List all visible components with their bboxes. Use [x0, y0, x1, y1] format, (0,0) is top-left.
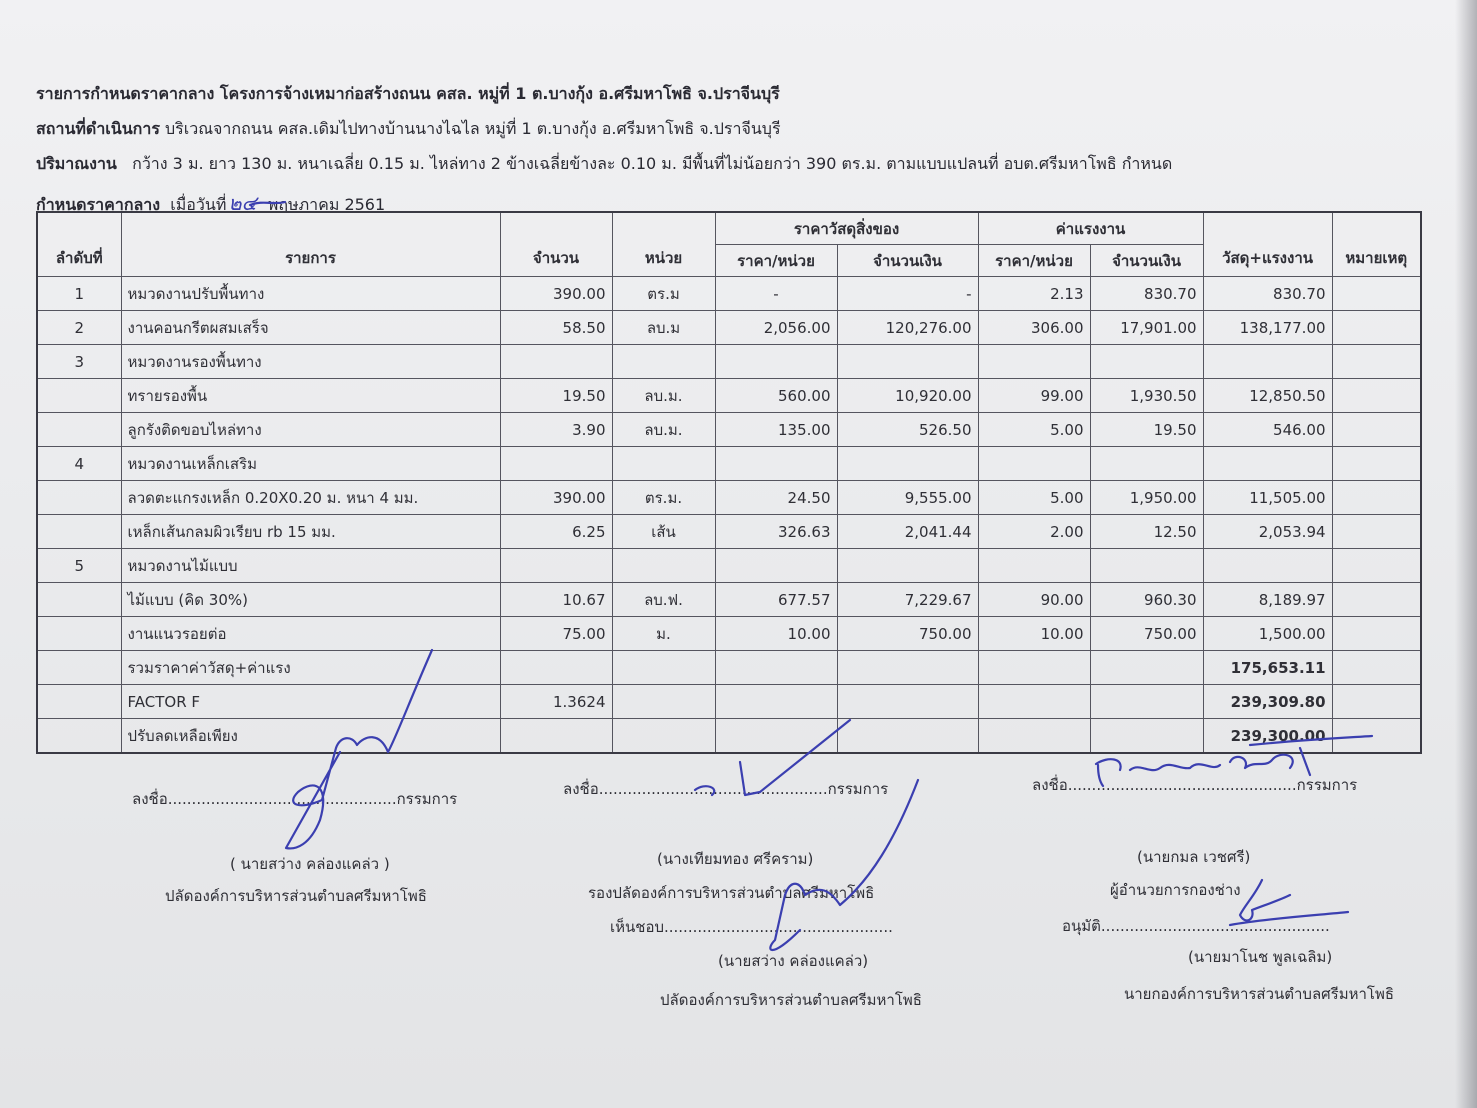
agree-name: (นายสว่าง คล่องแคล่ว) [718, 952, 869, 970]
committee-label: กรรมการ [827, 780, 889, 798]
cell-qty: 10.67 [500, 583, 612, 617]
header-remark: หมายเหตุ [1332, 212, 1421, 277]
cell-labor-amount: 12.50 [1090, 515, 1203, 549]
cell-total: 175,653.11 [1203, 651, 1332, 685]
header-seq: ลำดับที่ [37, 212, 121, 277]
header-material-price: ราคา/หน่วย [715, 245, 837, 277]
signer-1-title: ปลัดองค์การบริหารส่วนตำบลศรีมหาโพธิ [165, 887, 427, 905]
cell-item: หมวดงานเหล็กเสริม [121, 447, 500, 481]
cell-unit: ลบ.ม. [612, 413, 715, 447]
quantity-label: ปริมาณงาน [36, 154, 117, 173]
cell-labor-price: 5.00 [978, 481, 1090, 515]
cell-labor-amount: 960.30 [1090, 583, 1203, 617]
cell-item: งานคอนกรีตผสมเสร็จ [121, 311, 500, 345]
cell-seq: 1 [37, 277, 121, 311]
cell-labor-amount: 830.70 [1090, 277, 1203, 311]
date-label: กำหนดราคากลาง [36, 195, 161, 214]
cell-labor-price: 99.00 [978, 379, 1090, 413]
cell-seq: 4 [37, 447, 121, 481]
cell-unit: ม. [612, 617, 715, 651]
cell-unit: ลบ.ม [612, 311, 715, 345]
dots: ................................................ [663, 918, 893, 936]
sign-label: ลงชื่อ [1032, 776, 1068, 794]
cell-material-price: 24.50 [715, 481, 837, 515]
cell-qty: 6.25 [500, 515, 612, 549]
cell-labor-price: 90.00 [978, 583, 1090, 617]
approve-name: (นายมาโนช พูลเฉลิม) [1188, 948, 1333, 966]
cell-unit: เส้น [612, 515, 715, 549]
cell-unit: ลบ.ฟ. [612, 583, 715, 617]
cell-material-price: - [715, 277, 837, 311]
cell-total: 546.00 [1203, 413, 1332, 447]
approve-label: อนุมัติ [1062, 917, 1101, 935]
handwritten-day: ๒๔ [228, 191, 257, 215]
cell-seq: 3 [37, 345, 121, 379]
header-labor-amount: จำนวนเงิน [1090, 245, 1203, 277]
signature-2-mark [695, 720, 850, 795]
cell-seq: 5 [37, 549, 121, 583]
cell-labor-amount: 17,901.00 [1090, 311, 1203, 345]
cell-item: ลวดตะแกรงเหล็ก 0.20X0.20 ม. หนา 4 มม. [121, 481, 500, 515]
sign-label: ลงชื่อ [563, 780, 599, 798]
cell-total: 830.70 [1203, 277, 1332, 311]
sign-label: ลงชื่อ [132, 790, 168, 808]
cell-material-amount: 9,555.00 [837, 481, 978, 515]
signer-3-title: ผู้อำนวยการกองช่าง [1110, 881, 1241, 899]
cell-material-amount: - [837, 277, 978, 311]
dots: ................................................ [1067, 776, 1297, 794]
cell-qty: 58.50 [500, 311, 612, 345]
cell-item: FACTOR F [121, 685, 500, 719]
cell-qty: 390.00 [500, 277, 612, 311]
cell-material-price: 2,056.00 [715, 311, 837, 345]
cell-unit: ลบ.ม. [612, 379, 715, 413]
signer-1-name: ( นายสว่าง คล่องแคล่ว ) [230, 855, 390, 873]
cell-qty: 19.50 [500, 379, 612, 413]
cell-total: 1,500.00 [1203, 617, 1332, 651]
header-labor-group: ค่าแรงงาน [978, 212, 1203, 245]
cell-total: 11,505.00 [1203, 481, 1332, 515]
cell-labor-amount: 750.00 [1090, 617, 1203, 651]
cell-total: 239,300.00 [1203, 719, 1332, 754]
cell-material-price: 135.00 [715, 413, 837, 447]
cell-labor-price: 2.00 [978, 515, 1090, 549]
cell-material-amount: 2,041.44 [837, 515, 978, 549]
cell-material-price: 10.00 [715, 617, 837, 651]
cell-item: ไม้แบบ (คิด 30%) [121, 583, 500, 617]
agree-title: ปลัดองค์การบริหารส่วนตำบลศรีมหาโพธิ [660, 991, 922, 1009]
signature-1-mark [286, 650, 432, 848]
signature-2b-mark [770, 780, 918, 950]
signer-2-name: (นางเทียมทอง ศรีคราม) [657, 850, 814, 868]
cell-qty: 390.00 [500, 481, 612, 515]
cell-item: หมวดงานรองพื้นทาง [121, 345, 500, 379]
cell-labor-price: 5.00 [978, 413, 1090, 447]
cell-qty: 1.3624 [500, 685, 612, 719]
signer-2-title: รองปลัดองค์การบริหารส่วนตำบลศรีมหาโพธิ [588, 884, 875, 902]
cell-qty: 75.00 [500, 617, 612, 651]
quantity-text: กว้าง 3 ม. ยาว 130 ม. หนาเฉลี่ย 0.15 ม. ไหล่ทาง 2 ข้างเฉลี่ยข้างละ 0.10 ม. มีพื้นที่ไม่น้อยกว่า 390 ตร.ม. ตามแบบแปลนที่ อบต.ศรีมหาโพธิ กำหนด [132, 154, 1173, 173]
cell-item: งานแนวรอยต่อ [121, 617, 500, 651]
cell-material-amount: 10,920.00 [837, 379, 978, 413]
cell-item: ลูกรังติดขอบไหล่ทาง [121, 413, 500, 447]
location-label: สถานที่ดำเนินการ [36, 119, 160, 138]
cell-material-amount: 526.50 [837, 413, 978, 447]
header-qty: จำนวน [500, 212, 612, 277]
cell-material-price: 326.63 [715, 515, 837, 549]
cell-material-amount: 120,276.00 [837, 311, 978, 345]
date-prefix: เมื่อวันที่ [170, 195, 227, 214]
approve-title: นายกองค์การบริหารส่วนตำบลศรีมหาโพธิ [1124, 985, 1395, 1003]
cell-item: ปรับลดเหลือเพียง [121, 719, 500, 754]
cell-labor-amount: 1,950.00 [1090, 481, 1203, 515]
dots: ................................................ [167, 790, 397, 808]
dots: ................................................ [598, 780, 828, 798]
cell-material-amount: 750.00 [837, 617, 978, 651]
cell-labor-amount: 19.50 [1090, 413, 1203, 447]
cell-labor-price: 306.00 [978, 311, 1090, 345]
signer-3-name: (นายกมล เวชศรี) [1137, 848, 1251, 866]
header-item: รายการ [121, 212, 500, 277]
header-total: วัสดุ+แรงงาน [1203, 212, 1332, 277]
cell-item: รวมราคาค่าวัสดุ+ค่าแรง [121, 651, 500, 685]
header-material-amount: จำนวนเงิน [837, 245, 978, 277]
committee-label: กรรมการ [1296, 776, 1358, 794]
cell-total: 2,053.94 [1203, 515, 1332, 549]
header-material-group: ราคาวัสดุสิ่งของ [715, 212, 978, 245]
cell-unit: ตร.ม. [612, 481, 715, 515]
title-text: รายการกำหนดราคากลาง โครงการจ้างเหมาก่อสร้างถนน คสล. หมู่ที่ 1 ต.บางกุ้ง อ.ศรีมหาโพธิ จ.ปราจีนบุรี [36, 84, 780, 103]
cell-labor-price: 10.00 [978, 617, 1090, 651]
cell-unit: ตร.ม [612, 277, 715, 311]
cell-qty: 3.90 [500, 413, 612, 447]
cell-material-price: 677.57 [715, 583, 837, 617]
cell-total: 12,850.50 [1203, 379, 1332, 413]
header-labor-price: ราคา/หน่วย [978, 245, 1090, 277]
cell-material-price: 560.00 [715, 379, 837, 413]
date-month-year: พฤษภาคม 2561 [267, 195, 386, 214]
location-text: บริเวณจากถนน คสล.เดิมไปทางบ้านนางไฉไล หมู่ที่ 1 ต.บางกุ้ง อ.ศรีมหาโพธิ จ.ปราจีนบุรี [165, 119, 781, 138]
header-unit: หน่วย [612, 212, 715, 277]
date-underline-mark [250, 202, 285, 205]
cell-material-amount: 7,229.67 [837, 583, 978, 617]
cell-labor-price: 2.13 [978, 277, 1090, 311]
signature-3-mark [1096, 736, 1372, 786]
cell-total: 239,309.80 [1203, 685, 1332, 719]
cell-seq: 2 [37, 311, 121, 345]
cell-item: หมวดงานปรับพื้นทาง [121, 277, 500, 311]
cell-total: 8,189.97 [1203, 583, 1332, 617]
approve-signature-mark [1230, 880, 1348, 925]
cell-item: หมวดงานไม้แบบ [121, 549, 500, 583]
agree-label: เห็นชอบ [610, 918, 664, 936]
cell-item: เหล็กเส้นกลมผิวเรียบ rb 15 มม. [121, 515, 500, 549]
cell-item: ทรายรองพื้น [121, 379, 500, 413]
cell-total: 138,177.00 [1203, 311, 1332, 345]
committee-label: กรรมการ [396, 790, 458, 808]
dots: ................................................ [1100, 917, 1330, 935]
cell-labor-amount: 1,930.50 [1090, 379, 1203, 413]
